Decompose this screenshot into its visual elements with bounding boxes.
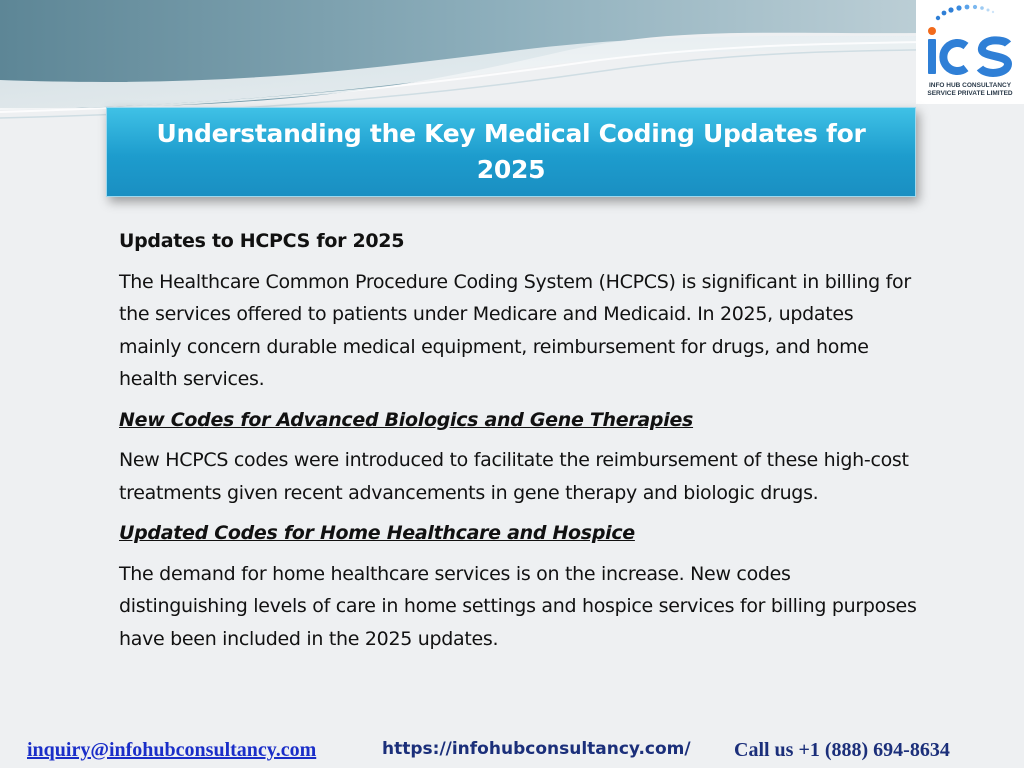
phone-number: Call us +1 (888) 694-8634 xyxy=(734,739,950,761)
footer xyxy=(0,735,1024,768)
email-link[interactable]: inquiry@infohubconsultancy.com xyxy=(27,739,317,761)
logo-line-1: INFO HUB CONSULTANCY xyxy=(928,82,1012,89)
title-banner xyxy=(106,107,916,197)
website-link[interactable]: https://infohubconsultancy.com/ xyxy=(382,739,691,759)
company-logo xyxy=(916,0,1024,104)
page-title: Understanding the Key Medical Coding Updates for 2025 xyxy=(156,119,866,184)
body-paragraph: The Healthcare Common Procedure Coding System (HCPCS) is significant in billing for the services offered to patients under Medicare and Medicaid. In 2025, updates mainly concern durable medical equipment, reimbursement for drugs, and home health services. xyxy=(119,270,911,390)
ics-logo-icon xyxy=(916,0,1024,80)
body-paragraph: The demand for home healthcare services is on the increase. New codes distinguishing levels of care in home settings and hospice services for billing purposes have been included in the 2025 updates. xyxy=(119,562,917,650)
section-heading: Updates to HCPCS for 2025 xyxy=(119,230,405,252)
body-paragraph: New HCPCS codes were introduced to facilitate the reimbursement of these high-cost treatments given recent advancements in gene therapy and biologic drugs. xyxy=(119,449,909,504)
logo-line-2: SERVICE PRIVATE LIMITED xyxy=(927,90,1013,97)
subsection-heading: Updated Codes for Home Healthcare and Hospice xyxy=(119,522,635,544)
main-content xyxy=(119,225,919,663)
subsection-heading: New Codes for Advanced Biologics and Gene Therapies xyxy=(119,408,694,431)
